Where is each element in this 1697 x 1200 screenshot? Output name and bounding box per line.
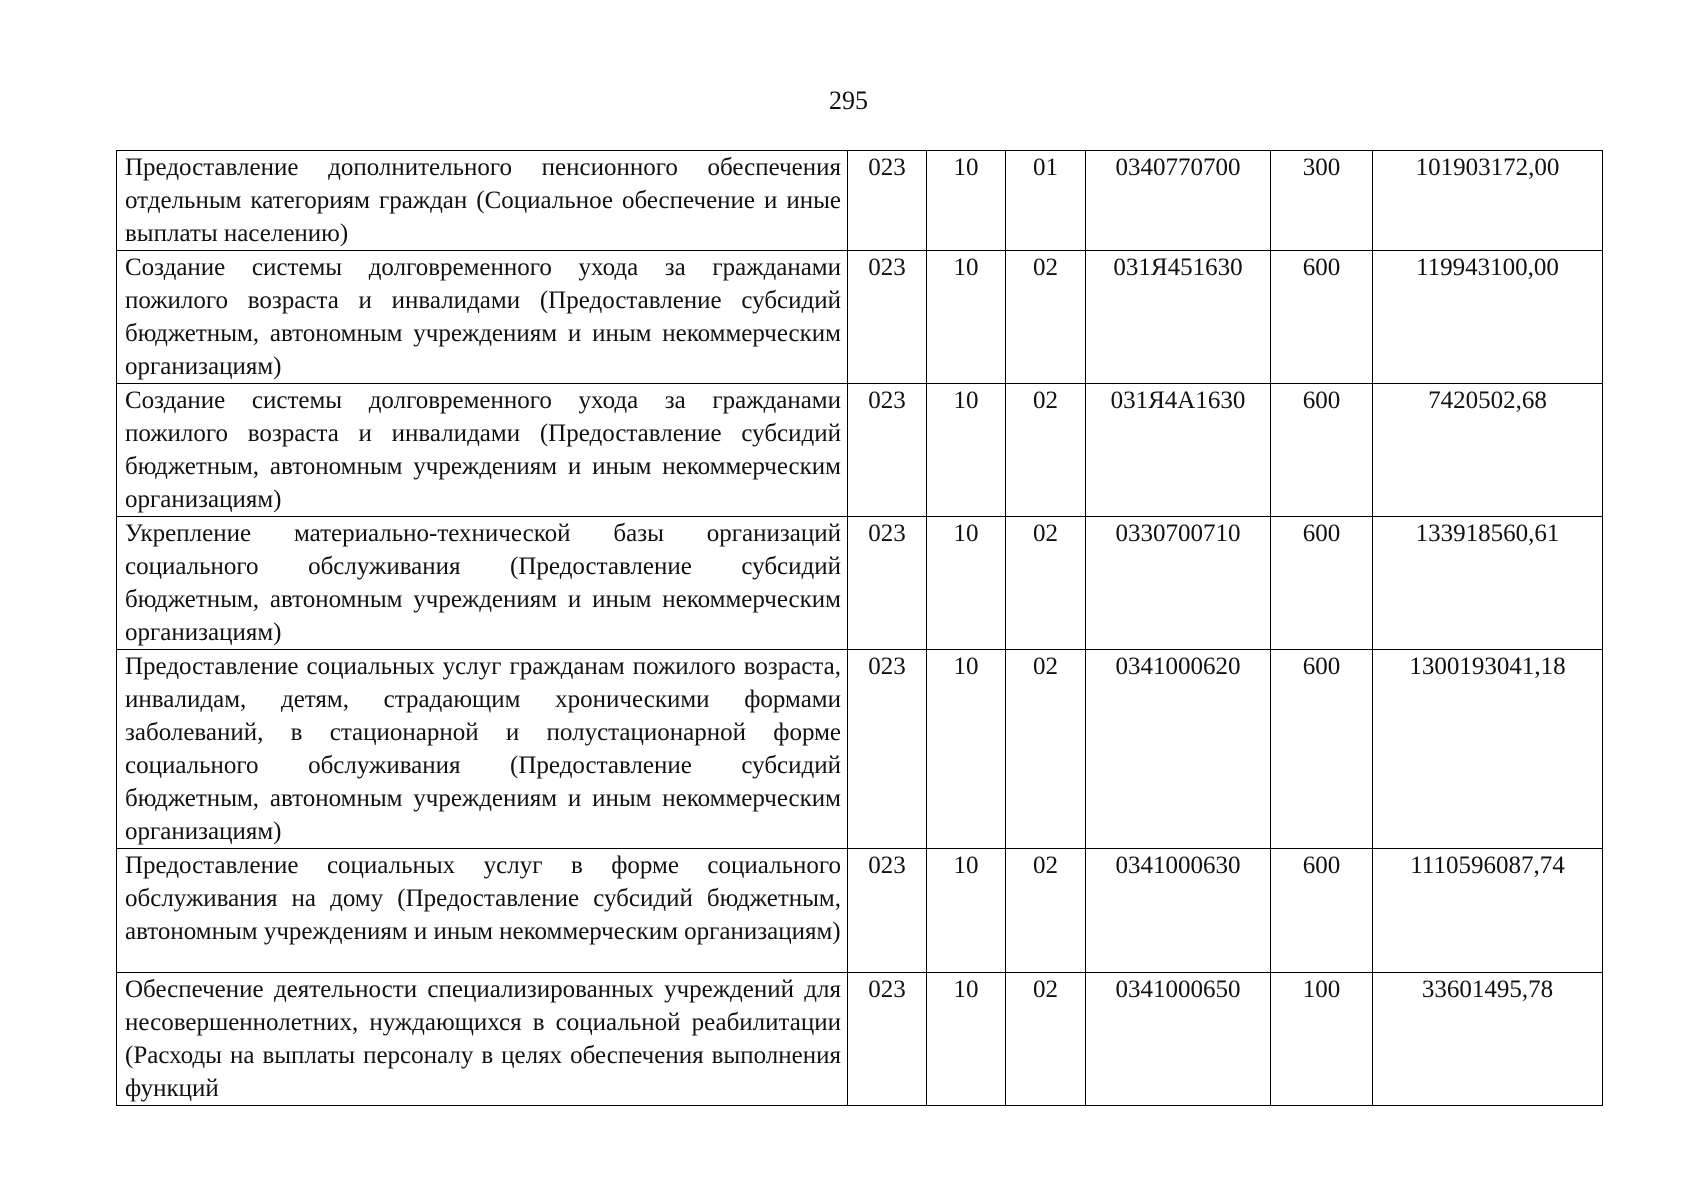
subsection-code: 01 [1006,151,1086,251]
ministry-code: 023 [848,650,927,849]
subsection-code: 02 [1006,650,1086,849]
amount: 1110596087,74 [1373,849,1603,973]
section-code: 10 [927,650,1006,849]
table-row [117,849,1603,973]
target-article-code: 0341000620 [1086,650,1271,849]
expense-type-code: 600 [1271,517,1373,650]
table-row [117,973,1603,1106]
ministry-code: 023 [848,251,927,384]
section-code: 10 [927,849,1006,973]
budget-table [116,150,1603,1106]
expense-type-code: 600 [1271,650,1373,849]
ministry-code: 023 [848,849,927,973]
section-code: 10 [927,151,1006,251]
target-article-code: 0341000650 [1086,973,1271,1106]
ministry-code: 023 [848,517,927,650]
section-code: 10 [927,251,1006,384]
subsection-code: 02 [1006,384,1086,517]
ministry-code: 023 [848,973,927,1106]
table-row [117,251,1603,384]
target-article-code: 0340770700 [1086,151,1271,251]
ministry-code: 023 [848,384,927,517]
table-row [117,151,1603,251]
row-description: Создание системы долговременного ухода за гражданами пожилого возраста и инвалидами (Предоставление субсидий бюджетным, автономным учреждениям и иным некоммерческим организациям) [117,384,848,517]
row-description: Предоставление социальных услуг в форме социального обслуживания на дому (Предоставление субсидий бюджетным, автономным учреждениям и иным некоммерческим организациям) [117,849,848,973]
target-article-code: 0330700710 [1086,517,1271,650]
section-code: 10 [927,517,1006,650]
row-description: Создание системы долговременного ухода за гражданами пожилого возраста и инвалидами (Предоставление субсидий бюджетным, автономным учреждениям и иным некоммерческим организациям) [117,251,848,384]
expense-type-code: 600 [1271,251,1373,384]
row-description: Укрепление материально-технической базы организаций социального обслуживания (Предоставление субсидий бюджетным, автономным учреждениям и иным некоммерческим организациям) [117,517,848,650]
expense-type-code: 300 [1271,151,1373,251]
row-description: Предоставление социальных услуг гражданам пожилого возраста, инвалидам, детям, страдающим хроническими формами заболеваний, в стационарной и полустационарной форме социального обслуживания (Предоставление субсидий бюджетным, автономным учреждениям и иным некоммерческим организациям) [117,650,848,849]
amount: 7420502,68 [1373,384,1603,517]
expense-type-code: 100 [1271,973,1373,1106]
subsection-code: 02 [1006,973,1086,1106]
table-row [117,384,1603,517]
expense-type-code: 600 [1271,849,1373,973]
target-article-code: 0341000630 [1086,849,1271,973]
target-article-code: 031Я4А1630 [1086,384,1271,517]
page-number: 295 [829,86,868,115]
section-code: 10 [927,384,1006,517]
table-row [117,650,1603,849]
amount: 133918560,61 [1373,517,1603,650]
row-description: Обеспечение деятельности специализированных учреждений для несовершеннолетних, нуждающихся в социальной реабилитации (Расходы на выплаты персоналу в целях обеспечения выполнения функций [117,973,848,1106]
amount: 33601495,78 [1373,973,1603,1106]
expense-type-code: 600 [1271,384,1373,517]
target-article-code: 031Я451630 [1086,251,1271,384]
row-description: Предоставление дополнительного пенсионного обеспечения отдельным категориям граждан (Социальное обеспечение и иные выплаты населению) [117,151,848,251]
amount: 101903172,00 [1373,151,1603,251]
table-row [117,517,1603,650]
amount: 119943100,00 [1373,251,1603,384]
amount: 1300193041,18 [1373,650,1603,849]
ministry-code: 023 [848,151,927,251]
subsection-code: 02 [1006,849,1086,973]
subsection-code: 02 [1006,251,1086,384]
subsection-code: 02 [1006,517,1086,650]
section-code: 10 [927,973,1006,1106]
